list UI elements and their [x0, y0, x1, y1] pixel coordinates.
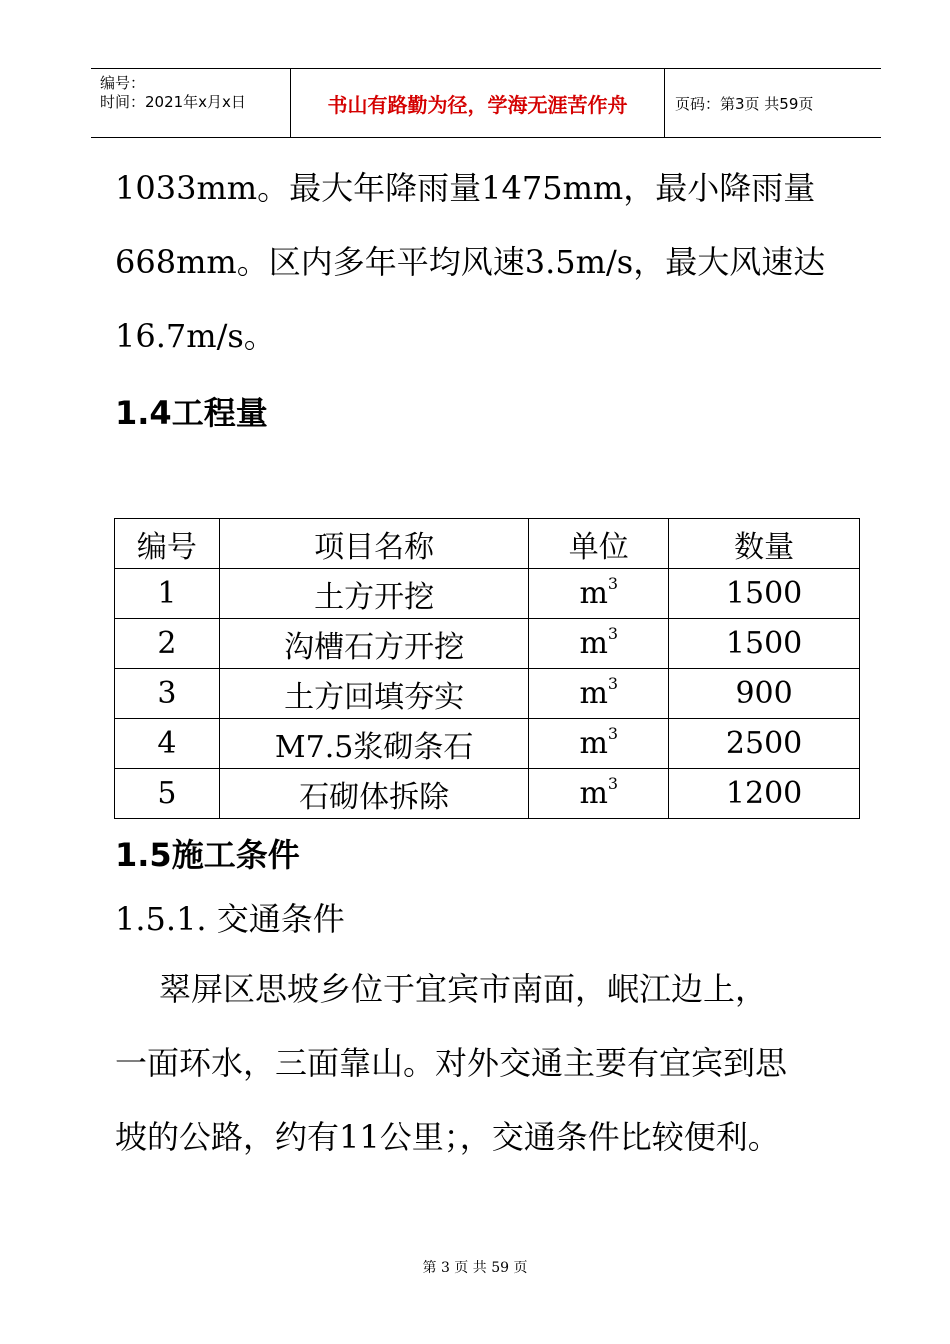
table-row	[115, 669, 860, 719]
table-cell-no: 1	[115, 569, 220, 619]
table-cell-name: 沟槽石方开挖	[219, 619, 529, 669]
section-heading-1-4: 1.4工程量	[115, 394, 268, 432]
table-cell-no: 2	[115, 619, 220, 669]
table-cell-unit: $m^3$	[529, 719, 669, 769]
subsection-heading-1-5-1: 1.5.1. 交通条件	[115, 900, 345, 938]
table-header-cell: 编号	[115, 519, 220, 569]
table-cell-qty: 2500	[669, 719, 860, 769]
quantity-table	[114, 518, 860, 819]
table-cell-qty: 1500	[669, 619, 860, 669]
header-number-label: 编号：	[100, 74, 146, 92]
table-cell-name: 石砌体拆除	[219, 769, 529, 819]
page-header	[91, 68, 881, 138]
table-cell-qty: 900	[669, 669, 860, 719]
table-cell-unit: $m^3$	[529, 669, 669, 719]
traffic-line-3: 坡的公路，约有11公里；，交通条件比较便利。	[115, 1118, 780, 1156]
table-row	[115, 719, 860, 769]
table-cell-unit: $m^3$	[529, 769, 669, 819]
body-line-2: 668mm。区内多年平均风速3.5m/s，最大风速达	[115, 243, 826, 281]
traffic-line-2: 一面环水，三面靠山。对外交通主要有宜宾到思	[115, 1044, 788, 1082]
section-heading-1-5: 1.5施工条件	[115, 836, 300, 874]
table-row	[115, 769, 860, 819]
table-row	[115, 619, 860, 669]
table-header-row	[115, 519, 860, 569]
page-footer: 第 3 页 共 59 页	[422, 1260, 528, 1276]
traffic-line-1: 翠屏区思坡乡位于宜宾市南面，岷江边上，	[159, 970, 768, 1008]
header-time-label: 时间：2021年x月x日	[100, 93, 246, 111]
table-header-cell: 项目名称	[219, 519, 529, 569]
table-cell-qty: 1500	[669, 569, 860, 619]
body-line-3: 16.7m/s。	[115, 317, 276, 355]
header-page-info: 页码：第3页 共59页	[675, 94, 814, 113]
table-cell-no: 4	[115, 719, 220, 769]
table-cell-unit: $m^3$	[529, 619, 669, 669]
table-cell-name: 土方回填夯实	[219, 669, 529, 719]
table-cell-no: 3	[115, 669, 220, 719]
table-cell-qty: 1200	[669, 769, 860, 819]
body-line-1: 1033mm。最大年降雨量1475mm，最小降雨量	[115, 169, 816, 207]
table-header-cell: 数量	[669, 519, 860, 569]
header-motto: 书山有路勤为径，学海无涯苦作舟	[291, 69, 665, 137]
table-cell-name: M7.5浆砌条石	[219, 719, 529, 769]
table-row	[115, 569, 860, 619]
table-cell-unit: $m^3$	[529, 569, 669, 619]
table-header-cell: 单位	[529, 519, 669, 569]
table-cell-name: 土方开挖	[219, 569, 529, 619]
header-meta	[91, 69, 291, 137]
table-cell-no: 5	[115, 769, 220, 819]
